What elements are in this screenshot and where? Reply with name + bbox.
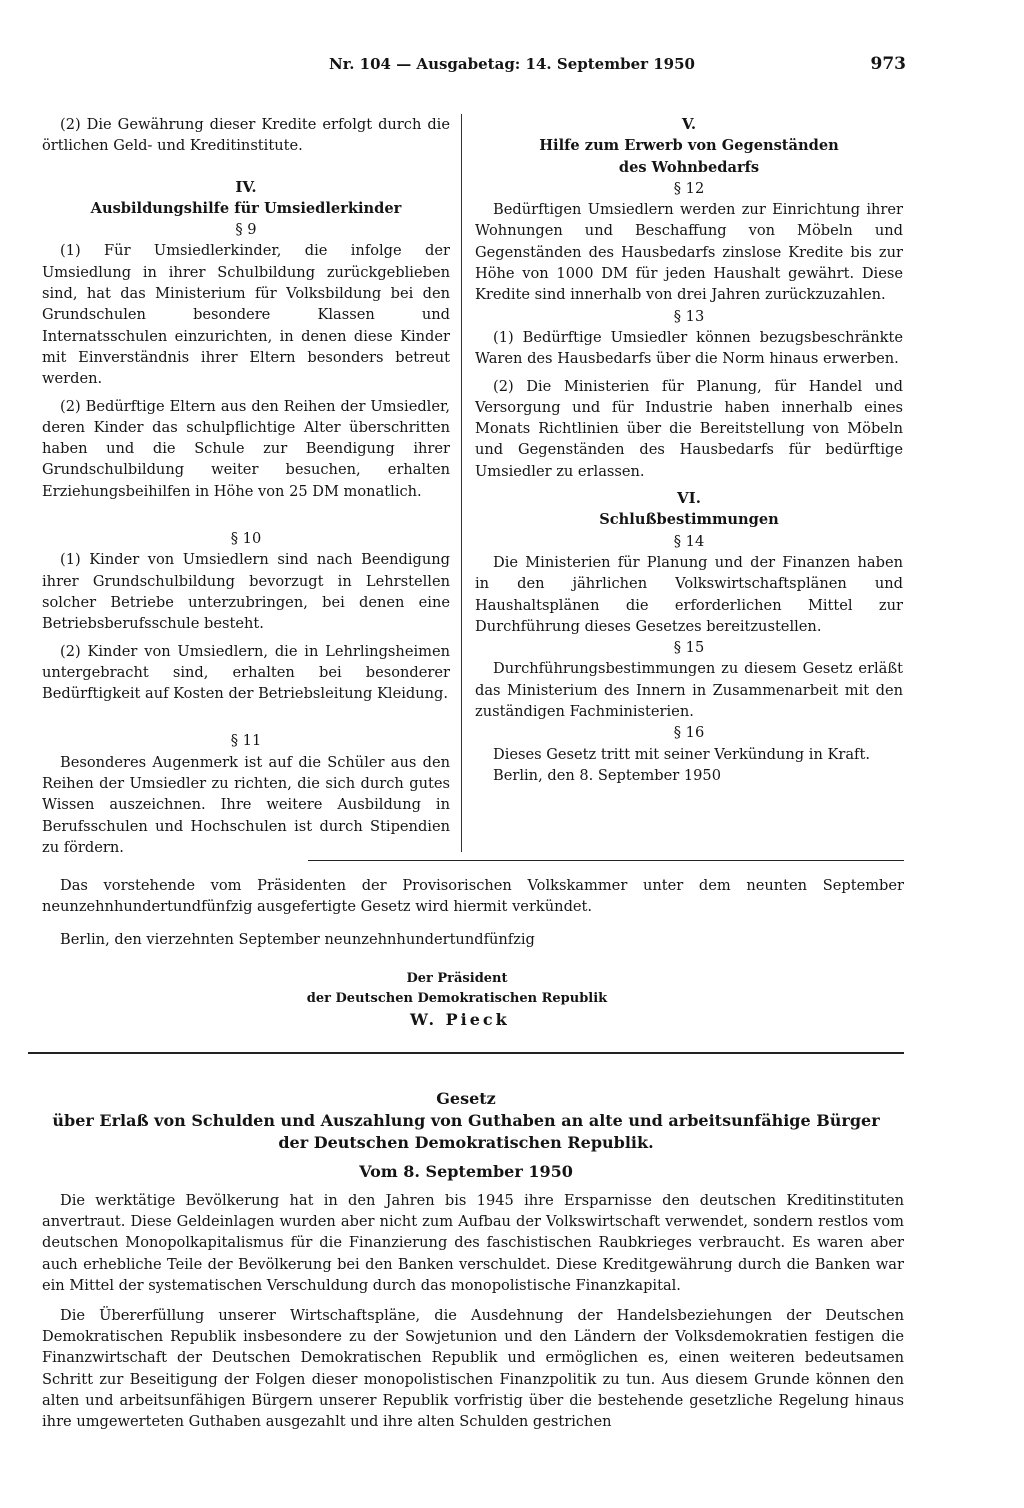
promulgation-text: Das vorstehende vom Präsidenten der Provisorischen Volkskammer unter dem neunten September neunzehnhundertundfünfzig ausgefertigte Gesetz wird hiermit verkündet.: [42, 877, 904, 915]
signer-title-line-2: der Deutschen Demokratischen Republik: [306, 991, 608, 1006]
page-number: 973: [870, 54, 906, 74]
paragraph-10-heading: § 10: [230, 530, 262, 548]
law-title-line-3: der Deutschen Demokratischen Republik.: [278, 1133, 654, 1152]
paragraph-15-heading: § 15: [673, 639, 705, 657]
law-title-line-1: Gesetz: [436, 1089, 496, 1108]
column-separator: [461, 114, 462, 852]
promulgation-place-date: Berlin, den vierzehnten September neunzehnhundertundfünfzig: [60, 931, 535, 948]
paragraph-10-subsection-1: (1) Kinder von Umsiedlern sind nach Beendigung ihrer Grundschulbildung bevorzugt in Lehrstellen solcher Betriebe unterzubringen, bei denen eine Betriebsberufsschule besteht.: [42, 551, 450, 633]
paragraph-9-subsection-1: (1) Für Umsiedlerkinder, die infolge der Umsiedlung in ihrer Schulbildung zurückgeblieben sind, hat das Ministerium für Volksbildung bei den Grundschulen besondere Klassen und Internatsschulen einzurichten, in denen diese Kinder mit Einverständnis ihrer Eltern besonders betreut werden.: [42, 242, 450, 388]
paragraph-14-heading: § 14: [673, 532, 705, 550]
paragraph-9-subsection-2: (2) Bedürftige Eltern aus den Reihen der Umsiedler, deren Kinder das schulpflichtige Alter überschritten haben und die Schule zur Beendigung ihrer Grundschulbildung weiter besuchen, erhalten Erziehungsbeihilfen in Höhe von 25 DM monatlich.: [42, 397, 450, 500]
paragraph-12-text: Bedürftigen Umsiedlern werden zur Einrichtung ihrer Wohnungen und Beschaffung von Möbeln und Gegenständen des Hausbedarfs zinslose Kredite bis zur Höhe von 1000 DM für jeden Haushalt gewährt. Diese Kredite sind innerhalb von drei Jahren zurückzuzahlen.: [475, 201, 903, 304]
signer-name: W. Pieck: [410, 1010, 510, 1029]
section-v-title-line-1: Hilfe zum Erwerb von Gegenständen: [539, 137, 839, 155]
kredite-paragraph-2: (2) Die Gewährung dieser Kredite erfolgt durch die örtlichen Geld- und Kreditinstitute.: [42, 116, 450, 155]
running-title: Nr. 104 — Ausgabetag: 14. September 1950: [329, 55, 695, 73]
law-preamble: [42, 1190, 904, 1432]
paragraph-15-text: Durchführungsbestimmungen zu diesem Gesetz erläßt das Ministerium des Innern in Zusammenarbeit mit den zuständigen Fachministerien.: [475, 660, 903, 721]
law-date-line: Vom 8. September 1950: [359, 1162, 573, 1181]
page-header: [0, 55, 1024, 79]
section-vi-number: VI.: [677, 489, 701, 508]
section-v-number: V.: [681, 115, 697, 133]
preamble-paragraph-1: Die werktätige Bevölkerung hat in den Jahren bis 1945 ihre Ersparnisse den deutschen Kreditinstituten anvertraut. Diese Geldeinlagen wurden aber nicht zum Aufbau der Volkswirtschaft verwendet, sondern restlos vom deutschen Monopolkapitalismus für die Finanzierung des faschistischen Raubkrieges verbraucht. Es waren aber auch erhebliche Teile der Bevölkerung bei den Banken verschuldet. Diese Kreditgewährung durch die Banken war ein Mittel der systematischen Verschuldung durch das monopolistische Finanzkapital.: [42, 1192, 904, 1294]
paragraph-13-subsection-2: (2) Die Ministerien für Planung, für Handel und Versorgung und für Industrie haben innerhalb eines Monats Richtlinien über die Bereitstellung von Möbeln und Gegenständen des Hausbedarfs für bedürftige Umsiedler zu erlassen.: [475, 377, 903, 480]
paragraph-9-heading: § 9: [235, 221, 257, 239]
law-place-date: Berlin, den 8. September 1950: [493, 766, 721, 784]
paragraph-12-heading: § 12: [673, 179, 705, 197]
paragraph-11-heading: § 11: [230, 732, 262, 750]
section-iv-number: IV.: [235, 177, 257, 196]
paragraph-16-text: Dieses Gesetz tritt mit seiner Verkündung in Kraft.: [493, 745, 870, 763]
right-column: [475, 114, 903, 786]
section-iv-title: Ausbildungshilfe für Umsiedlerkinder: [90, 199, 402, 217]
paragraph-10-subsection-2: (2) Kinder von Umsiedlern, die in Lehrlingsheimen untergebracht sind, erhalten bei besonderer Bedürftigkeit auf Kosten der Betriebsleitung Kleidung.: [42, 642, 450, 703]
paragraph-13-heading: § 13: [673, 307, 705, 325]
promulgation-block: [42, 875, 904, 950]
law-title-line-2: über Erlaß von Schulden und Auszahlung von Guthaben an alte und arbeitsunfähige Bürger: [52, 1111, 880, 1130]
paragraph-11-text: Besonderes Augenmerk ist auf die Schüler aus den Reihen der Umsiedler zu richten, die sich durch gutes Wissen auszeichnen. Ihre weitere Ausbildung in Berufsschulen und Hochschulen ist durch Stipendien zu fördern.: [42, 753, 450, 856]
paragraph-16-heading: § 16: [673, 724, 705, 742]
paragraph-13-subsection-1: (1) Bedürftige Umsiedler können bezugsbeschränkte Waren des Hausbedarfs über die Norm hinaus erwerben.: [475, 328, 903, 368]
section-v-title-line-2: des Wohnbedarfs: [618, 158, 760, 176]
section-vi-title: Schlußbestimmungen: [599, 511, 779, 529]
signer-title-line-1: Der Präsident: [406, 971, 508, 986]
preamble-paragraph-2: Die Übererfüllung unserer Wirtschaftspläne, die Ausdehnung der Handelsbeziehungen der Deutschen Demokratischen Republik insbesondere zu der Sowjetunion und den Ländern der Volksdemokratien festigen die Finanzwirtschaft der Deutschen Demokratischen Republik und ermöglichen es, einen weiteren bedeutsamen Schritt zur Beseitigung der Folgen dieser monopolistischen Finanzpolitik zu tun. Aus diesem Grunde können den alten und arbeitsunfähigen Bürgern unserer Republik vorfristig über die bestehende gesetzliche Regelung hinaus ihre umgewerteten Guthaben ausgezahlt und ihre alten Schulden gestrichen: [42, 1307, 904, 1431]
left-column: [42, 114, 450, 858]
full-width-divider: [28, 1052, 904, 1054]
paragraph-14-text: Die Ministerien für Planung und der Finanzen haben in den jährlichen Volkswirtschaftsplänen und Haushaltsplänen die erforderlichen Mittel zur Durchführung dieses Gesetzes bereitzustellen.: [475, 553, 903, 635]
short-divider: [308, 860, 904, 861]
